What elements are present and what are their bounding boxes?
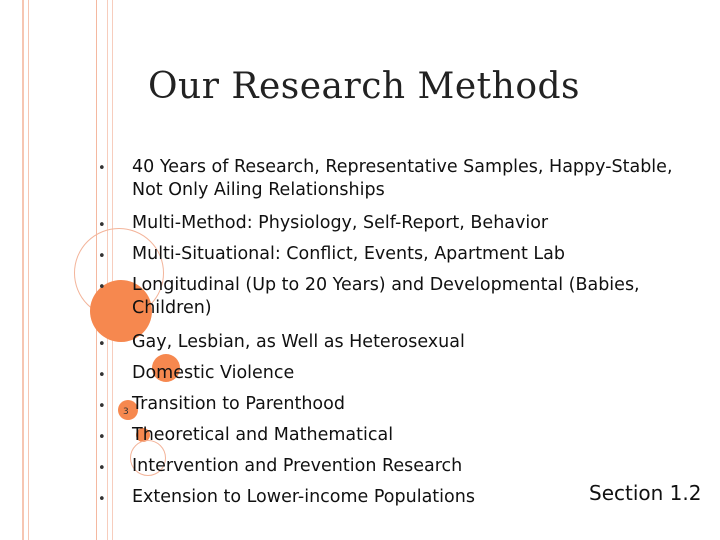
bullet-item: Intervention and Prevention Research — [132, 456, 463, 476]
bullet-icon: • — [98, 430, 106, 445]
bullet-icon: • — [98, 218, 106, 233]
decor-stripe — [22, 0, 24, 540]
bullet-item: Gay, Lesbian, as Well as Heterosexual — [132, 332, 465, 352]
bullet-icon: • — [98, 492, 106, 507]
bullet-icon: • — [98, 280, 106, 295]
decor-stripe — [28, 0, 29, 540]
section-label: Section 1.2 — [589, 481, 702, 505]
bullet-item: Multi-Situational: Conflict, Events, Apartment Lab — [132, 244, 565, 264]
bullet-item: Multi-Method: Physiology, Self-Report, Behavior — [132, 213, 549, 233]
bullet-icon: • — [98, 399, 106, 414]
bullet-icon: • — [98, 368, 106, 383]
bullet-item: Transition to Parenthood — [132, 394, 345, 414]
bullet-item: Extension to Lower-income Populations — [132, 487, 475, 507]
bullet-item: 40 Years of Research, Representative Samples, Happy-Stable, Not Only Ailing Relationships — [132, 157, 673, 200]
bullet-item: Longitudinal (Up to 20 Years) and Developmental (Babies, Children) — [132, 275, 640, 318]
slide-title: Our Research Methods — [148, 66, 581, 107]
bullet-icon: • — [98, 461, 106, 476]
page-number: 3 — [123, 407, 129, 417]
bullet-icon: • — [98, 249, 106, 264]
bullet-item: Theoretical and Mathematical — [132, 425, 394, 445]
bullet-item: Domestic Violence — [132, 363, 295, 383]
bullet-icon: • — [98, 337, 106, 352]
bullet-icon: • — [98, 161, 106, 176]
